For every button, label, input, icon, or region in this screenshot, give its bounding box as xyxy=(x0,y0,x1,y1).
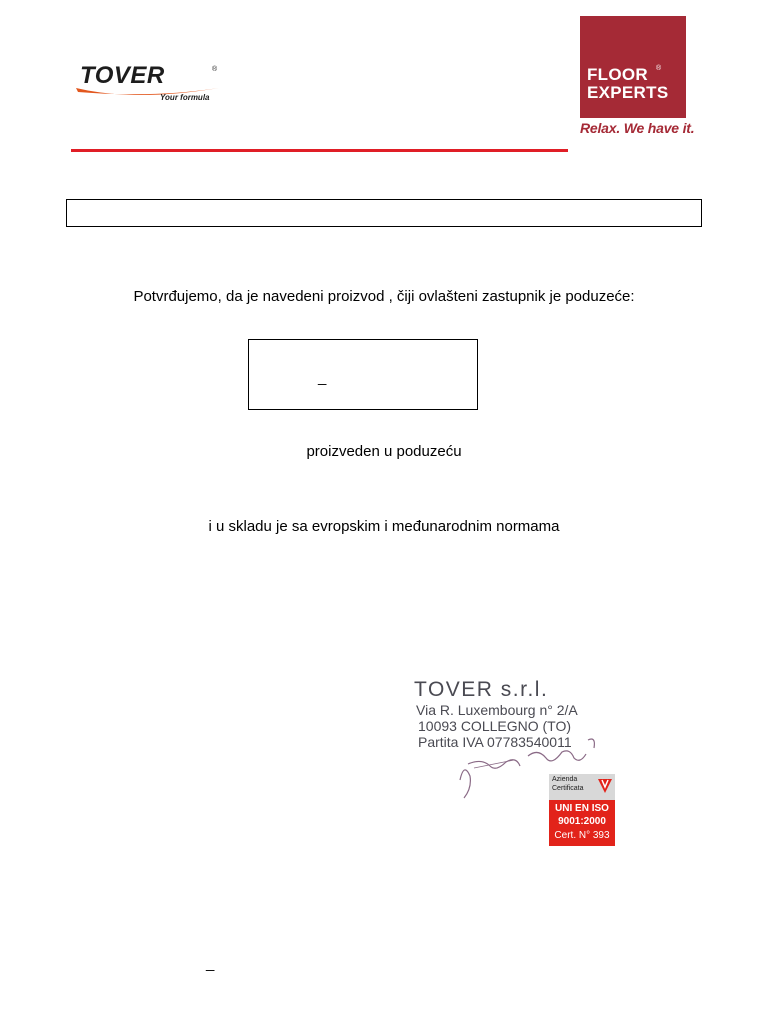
certification-standard: UNI EN ISO xyxy=(555,803,609,814)
floor-experts-slogan: Relax. We have it. xyxy=(580,120,695,136)
confirmation-paragraph: Potvrđujemo, da je navedeni proizvod , čiji ovlašteni zastupnik je poduzeće: xyxy=(133,288,635,305)
tover-registered-mark: ® xyxy=(212,66,218,73)
manufacturer-paragraph: proizveden u poduzeću xyxy=(306,443,462,460)
certification-standard-number: 9001:2000 xyxy=(558,816,606,827)
certification-badge-label: Azienda Certificata xyxy=(552,776,584,792)
stamp-address: Via R. Luxembourg n° 2/A xyxy=(416,702,578,718)
stamp-city: 10093 COLLEGNO (TO) xyxy=(418,718,572,734)
bottom-placeholder: _ xyxy=(206,955,215,972)
tover-logo-wordmark: TOVER xyxy=(80,62,165,89)
stamp-vat-number: Partita IVA 07783540011 xyxy=(418,734,572,750)
certification-check-icon xyxy=(597,777,613,795)
certification-number: Cert. N° 393 xyxy=(554,830,610,841)
floor-experts-registered-mark: ® xyxy=(656,65,662,72)
floor-experts-line1: FLOOR xyxy=(587,65,648,84)
floor-experts-line2: EXPERTS xyxy=(587,83,669,102)
tover-tagline: Your formula xyxy=(160,93,210,102)
compliance-paragraph: i u skladu je sa evropskim i međunarodnim normama xyxy=(208,518,560,535)
stamp-company-name: TOVER s.r.l. xyxy=(414,678,549,701)
title-box xyxy=(66,199,702,227)
representative-box xyxy=(248,339,478,410)
header-divider xyxy=(71,149,568,152)
representative-placeholder: _ xyxy=(318,369,327,386)
